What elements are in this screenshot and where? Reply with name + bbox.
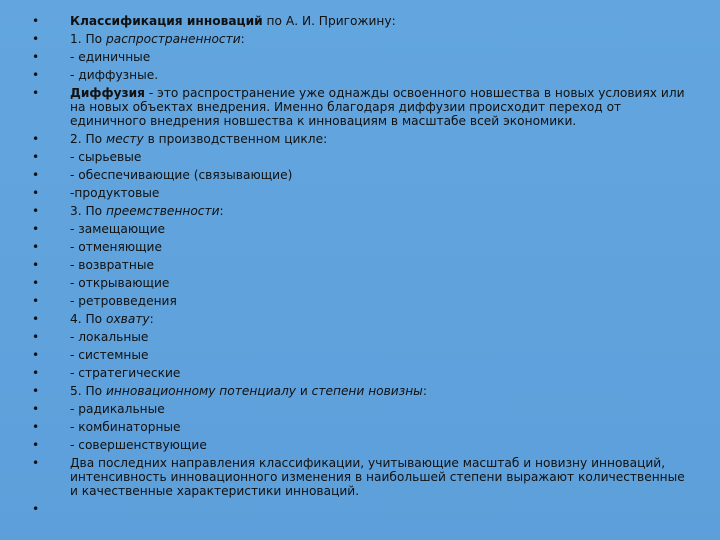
list-item-text: - сырьевые xyxy=(70,150,142,164)
bullet-icon: • xyxy=(32,420,40,434)
list-item-text: преемственности xyxy=(106,204,220,218)
bullet-icon: • xyxy=(32,502,40,516)
list-item xyxy=(26,12,696,30)
bullet-icon: • xyxy=(32,186,40,200)
bullet-icon: • xyxy=(32,150,40,164)
list-item-text: - это распространение уже однажды освоенного новшества в новых условиях или на новых объектах внедрения. Именно благодаря диффузии происходит переход от единичного внедрения новшества к инновациям в масштабе всей экономики. xyxy=(70,86,685,128)
bullet-icon: • xyxy=(32,240,40,254)
list-item xyxy=(26,202,696,220)
bullet-icon: • xyxy=(32,50,40,64)
list-item xyxy=(26,130,696,148)
list-item xyxy=(26,418,696,436)
list-item xyxy=(26,238,696,256)
list-item-text: -продуктовые xyxy=(70,186,160,200)
list-item-text: и xyxy=(296,384,312,398)
list-item-text: - стратегические xyxy=(70,366,181,380)
bullet-icon: • xyxy=(32,32,40,46)
list-item-text: : xyxy=(219,204,224,218)
list-item-text: - системные xyxy=(70,348,149,362)
list-item-text: 2. По xyxy=(70,132,106,146)
list-item xyxy=(26,382,696,400)
list-item-text: 3. По xyxy=(70,204,106,218)
list-item xyxy=(26,30,696,48)
list-item-text: Два последних направления классификации, учитывающие масштаб и новизну инноваций, интенсивность инновационного изменения в наибольшей степени выражают количественные и качественные характеристики инноваций. xyxy=(70,456,685,498)
bullet-icon: • xyxy=(32,258,40,272)
bullet-icon: • xyxy=(32,168,40,182)
list-item xyxy=(26,184,696,202)
list-item-text: распространенности xyxy=(106,32,241,46)
list-item-text: - возвратные xyxy=(70,258,154,272)
list-item xyxy=(26,364,696,382)
list-item-text: : xyxy=(422,384,427,398)
list-item-text: степени новизны xyxy=(311,384,423,398)
list-item-text: охвату xyxy=(106,312,150,326)
list-item-text: - совершенствующие xyxy=(70,438,207,452)
list-item xyxy=(26,328,696,346)
list-item xyxy=(26,256,696,274)
list-item-text: по А. И. Пригожину: xyxy=(262,14,396,28)
list-item-text: инновационному потенциалу xyxy=(106,384,296,398)
list-item xyxy=(26,310,696,328)
bullet-list xyxy=(26,12,696,518)
list-item xyxy=(26,500,696,518)
list-item-text: - локальные xyxy=(70,330,149,344)
list-item-text: : xyxy=(149,312,154,326)
list-item xyxy=(26,346,696,364)
bullet-icon: • xyxy=(32,366,40,380)
list-item-text: - радикальные xyxy=(70,402,165,416)
list-item-text: - открывающие xyxy=(70,276,170,290)
list-item xyxy=(26,436,696,454)
list-item-text: - единичные xyxy=(70,50,151,64)
list-item-text: - комбинаторные xyxy=(70,420,181,434)
bullet-icon: • xyxy=(32,348,40,362)
list-item-text: 1. По xyxy=(70,32,106,46)
list-item-text: : xyxy=(240,32,245,46)
list-item-text: Классификация инноваций xyxy=(70,14,263,28)
list-item xyxy=(26,84,696,130)
list-item-text: 5. По xyxy=(70,384,106,398)
list-item xyxy=(26,292,696,310)
bullet-icon: • xyxy=(32,384,40,398)
list-item xyxy=(26,454,696,500)
list-item-text: в производственном цикле: xyxy=(143,132,328,146)
list-item-text: - ретровведения xyxy=(70,294,177,308)
list-item-text: - диффузные. xyxy=(70,68,159,82)
bullet-icon: • xyxy=(32,402,40,416)
list-item-text: месту xyxy=(106,132,144,146)
bullet-icon: • xyxy=(32,330,40,344)
bullet-icon: • xyxy=(32,132,40,146)
list-item xyxy=(26,220,696,238)
bullet-icon: • xyxy=(32,294,40,308)
list-item xyxy=(26,66,696,84)
bullet-icon: • xyxy=(32,222,40,236)
bullet-icon: • xyxy=(32,456,40,470)
bullet-icon: • xyxy=(32,312,40,326)
list-item xyxy=(26,166,696,184)
bullet-icon: • xyxy=(32,204,40,218)
bullet-icon: • xyxy=(32,438,40,452)
bullet-icon: • xyxy=(32,86,40,100)
list-item xyxy=(26,274,696,292)
bullet-icon: • xyxy=(32,68,40,82)
list-item-text: 4. По xyxy=(70,312,106,326)
list-item xyxy=(26,400,696,418)
list-item xyxy=(26,148,696,166)
bullet-icon: • xyxy=(32,14,40,28)
list-item xyxy=(26,48,696,66)
list-item-text: - замещающие xyxy=(70,222,166,236)
list-item-text: Диффузия xyxy=(70,86,145,100)
bullet-icon: • xyxy=(32,276,40,290)
list-item-text: - обеспечивающие (связывающие) xyxy=(70,168,293,182)
list-item-text: - отменяющие xyxy=(70,240,162,254)
